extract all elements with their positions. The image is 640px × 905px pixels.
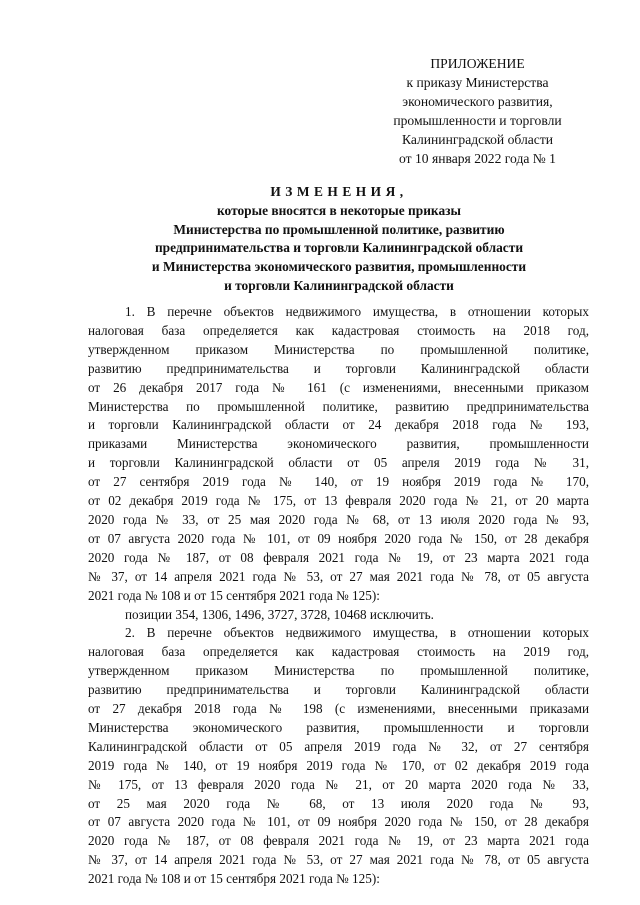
appendix-block [370,55,585,168]
document-heading [90,183,588,296]
paragraph-2 [88,624,589,889]
paragraph-1-line: от 07 августа 2020 года № 101, от 09 ноября 2020 года № 150, от 28 декабря [88,530,589,546]
paragraph-1 [88,303,589,606]
heading-line: Министерства по промышленной политике, развитию [173,221,505,237]
paragraph-2-line: 2021 года № 108 и от 15 сентября 2021 года № 125): [88,871,380,887]
appendix-line: к приказу Министерства [406,74,549,90]
paragraph-2-line: Калининградской области от 05 апреля 2019 года № 32, от 27 сентября [88,738,589,754]
appendix-line: от 10 января 2022 года № 1 [399,150,556,166]
paragraph-1-line: приказами Министерства экономического развития, промышленности [88,436,589,452]
paragraph-1-line: от 27 сентября 2019 года № 140, от 19 ноября 2019 года № 170, [88,474,589,490]
paragraph-1-line: № 37, от 14 апреля 2021 года № 53, от 27 мая 2021 года № 78, от 05 августа [88,568,589,584]
paragraph-2-line: 2019 года № 140, от 19 ноября 2019 года № 170, от 02 декабря 2019 года [88,757,589,773]
paragraph-2-line: № 37, от 14 апреля 2021 года № 53, от 27 мая 2021 года № 78, от 05 августа [88,852,589,868]
paragraph-2-line: утвержденном приказом Министерства по промышленной политике, [88,663,589,679]
paragraph-2-line: от 25 мая 2020 года № 68, от 13 июля 2020 года № 93, [88,795,589,811]
paragraph-1-line: утвержденном приказом Министерства по промышленной политике, [88,341,589,357]
paragraph-2-line: Министерства экономического развития, промышленности и торговли [88,719,589,735]
document-body [88,303,589,889]
paragraph-1-line: 2021 года № 108 и от 15 сентября 2021 года № 125): [88,587,380,603]
heading-line: предпринимательства и торговли Калининградской области [154,240,524,256]
paragraph-2-line: 2. В перечне объектов недвижимого имущества, в отношении которых [125,625,589,641]
paragraph-1-line: 2020 года № 187, от 08 февраля 2021 года № 19, от 23 марта 2021 года [88,549,589,565]
paragraph-2-line: от 07 августа 2020 года № 101, от 09 ноября 2020 года № 150, от 28 декабря [88,814,589,830]
paragraph-2-line: 2020 года № 187, от 08 февраля 2021 года № 19, от 23 марта 2021 года [88,833,589,849]
paragraph-1-line: и торговли Калининградской области от 24 декабря 2018 года № 193, [88,417,589,433]
heading-line: которые вносятся в некоторые приказы [217,202,461,218]
positions-1: позиции 354, 1306, 1496, 3727, 3728, 10468 исключить. [125,606,434,622]
paragraph-2-line: налоговая база определяется как кадастровая стоимость на 2019 год, [88,644,589,660]
appendix-line: промышленности и торговли [393,112,562,128]
paragraph-1-line: Министерства по промышленной политике, развитию предпринимательства [88,398,589,414]
paragraph-1-line: развитию предпринимательства и торговли Калининградской области [88,360,589,376]
paragraph-1-line: от 26 декабря 2017 года № 161 (с изменениями, внесенными приказом [88,379,589,395]
appendix-line: Калининградской области [401,131,554,147]
paragraph-2-line: от 27 декабря 2018 года № 198 (с изменениями, внесенными приказами [88,701,589,717]
paragraph-1-line: и торговли Калининградской области от 05 апреля 2019 года № 31, [88,455,589,471]
appendix-title: ПРИЛОЖЕНИЕ [430,56,525,71]
paragraph-1-line: от 02 декабря 2019 года № 175, от 13 февраля 2020 года № 21, от 20 марта [88,493,589,509]
paragraph-2-line: № 175, от 13 февраля 2020 года № 21, от 20 марта 2020 года № 33, [88,776,589,792]
paragraph-2-line: развитию предпринимательства и торговли Калининградской области [88,682,589,698]
heading-title: ИЗМЕНЕНИЯ, [270,184,408,199]
heading-line: и Министерства экономического развития, промышленности [151,259,527,275]
appendix-line: экономического развития, [402,93,553,109]
heading-line: и торговли Калининградской области [224,277,454,293]
paragraph-1-line: налоговая база определяется как кадастровая стоимость на 2018 год, [88,322,589,338]
paragraph-1-line: 1. В перечне объектов недвижимого имущества, в отношении которых [125,304,589,319]
paragraph-1-line: 2020 года № 33, от 25 мая 2020 года № 68, от 13 июля 2020 года № 93, [88,511,589,527]
